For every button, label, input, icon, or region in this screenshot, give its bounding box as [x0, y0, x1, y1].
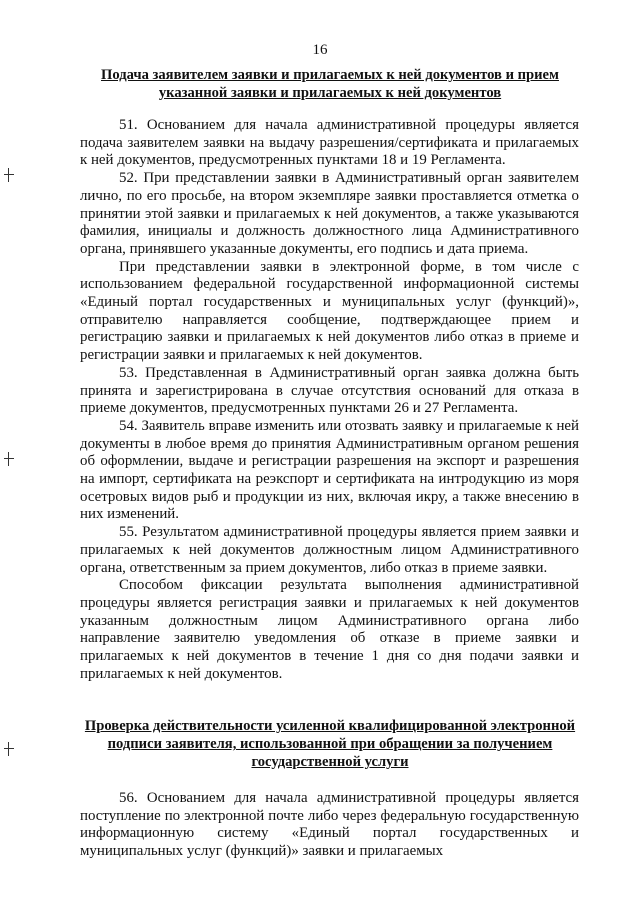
- section-body-signature-check: [80, 790, 579, 861]
- paragraph-51: 51. Основанием для начала административной процедуры является подача заявителем заявки на выдачу разрешения/сертификата и прилагаемых к ней документов, предусмотренных пунктами 18 и 19 Регламента.: [80, 117, 579, 169]
- paragraph-54: 54. Заявитель вправе изменить или отозвать заявку и прилагаемые к ней документы в любое время до принятия Административным органом решения об оформлении, выдаче и регистрации разрешения на экспорт и разрешения на импорт, сертификата на реэкспорт и сертификата на интродукцию из моря осетровых видов рыб и продукции из них, включая икру, а также внесению в них изменений.: [80, 417, 579, 523]
- paragraph-52-electronic: При представлении заявки в электронной форме, в том числе с использованием федеральной государственной информационной системы «Единый портал государственных и муниципальных услуг (функций)», отправителю направляется сообщение, подтверждающее прием и регистрацию заявки и прилагаемых к ней документов либо отказ в приеме и регистрации заявки и прилагаемых к ней документов.: [80, 258, 579, 364]
- page-number: 16: [312, 42, 328, 58]
- paragraph-55-fixation: Способом фиксации результата выполнения административной процедуры является регистрация заявки и прилагаемых к ней документов указанным должностным лицом Административного органа либо направление заявителю уведомления об отказе в приеме заявки и прилагаемых к ней документов в течение 1 дня со дня подачи заявки и прилагаемых к ней документов.: [80, 577, 579, 682]
- paragraph-55: 55. Результатом административной процедуры является прием заявки и прилагаемых к ней документов должностным лицом Административного органа, ответственным за прием документов, либо отказ в приеме заявки.: [80, 524, 579, 576]
- paragraph-52: 52. При представлении заявки в Административный орган заявителем лично, по его просьбе, на втором экземпляре заявки проставляется отметка о принятии этой заявки и прилагаемых к ней документов, а также указываются фамилия, инициалы и должность должностного лица Административного органа, принявшего указанные документы, его подпись и дата приема.: [80, 170, 579, 257]
- binding-mark-icon: [4, 452, 14, 466]
- binding-mark-icon: [4, 168, 14, 182]
- section-heading-application-submission: Подача заявителем заявки и прилагаемых к ней документов и прием указанной заявки и прилагаемых к ней документов: [101, 67, 559, 101]
- section-body-application-submission: [80, 117, 579, 684]
- binding-mark-icon: [4, 742, 14, 756]
- paragraph-53: 53. Представленная в Административный орган заявка должна быть принята и зарегистрирована в случае отсутствия оснований для отказа в приеме документов, предусмотренных пунктами 26 и 27 Регламента.: [80, 364, 579, 417]
- section-heading-signature-check: Проверка действительности усиленной квалифицированной электронной подписи заявителя, использованной при обращении за получением государственной услуги: [84, 718, 576, 770]
- paragraph-56: 56. Основанием для начала административной процедуры является поступление по электронной почте либо через федеральную государственную информационную систему «Единый портал государственных и муниципальных услуг (функций)» заявки и прилагаемых: [80, 790, 579, 860]
